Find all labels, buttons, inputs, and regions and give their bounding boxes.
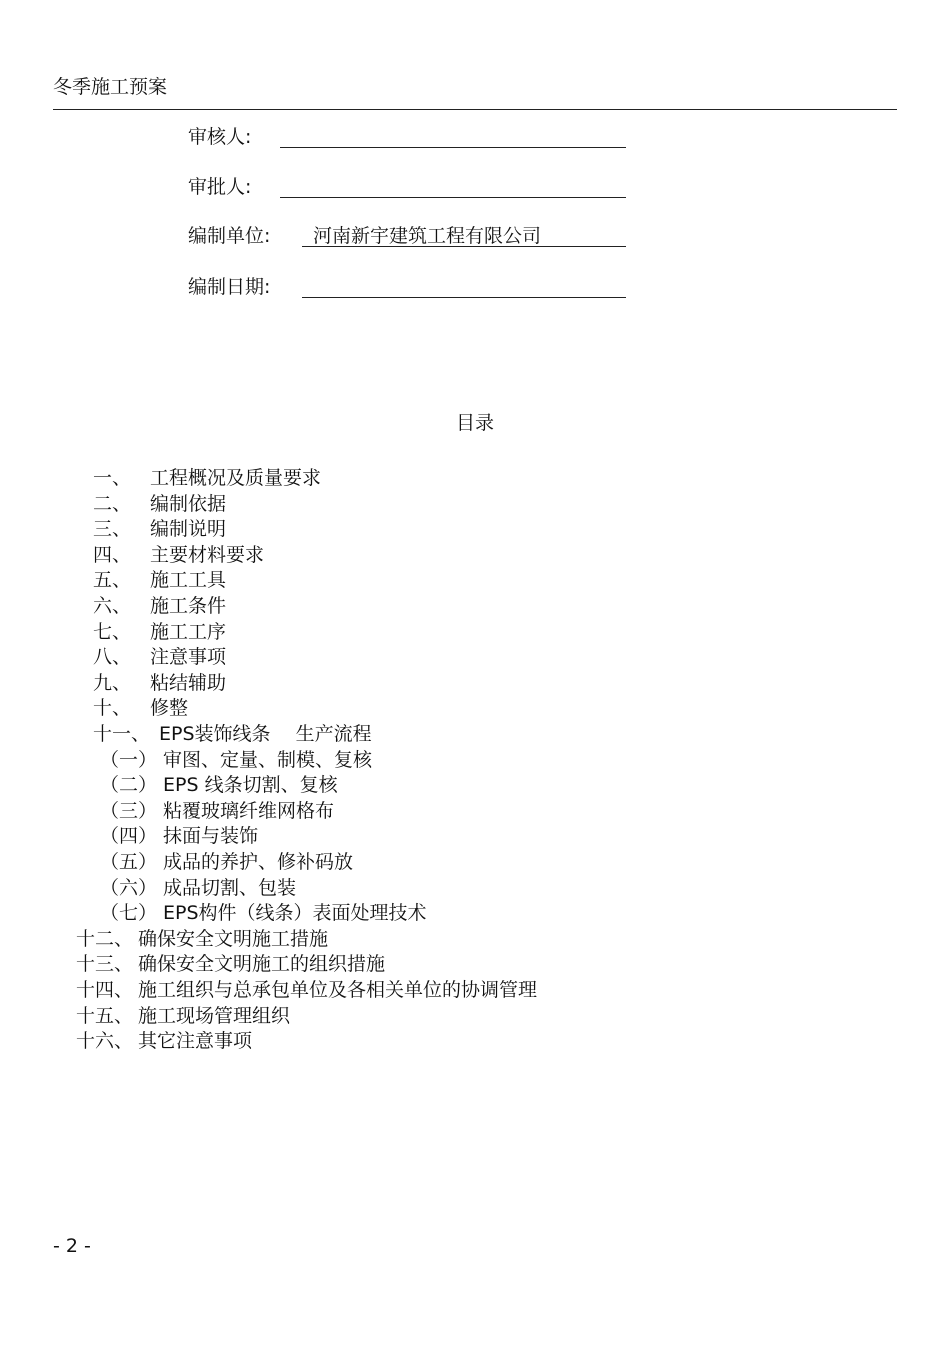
toc-item-number: 七、 — [93, 620, 132, 643]
toc-item-number: 十三、 — [76, 953, 134, 976]
toc-item-number: （一） — [100, 748, 158, 771]
toc-item-text: 施工组织与总承包单位及各相关单位的协调管理 — [138, 979, 538, 1001]
field-label: 编制单位: — [188, 225, 271, 247]
toc-item-text: 施工工序 — [150, 620, 227, 643]
toc-item-number: 九、 — [93, 671, 132, 694]
toc-item-number: 十二、 — [76, 927, 134, 950]
field-underline — [280, 197, 626, 198]
toc-item-number: 十、 — [93, 697, 132, 720]
toc-item-number: 十一、 — [93, 723, 151, 745]
toc-item-number: 四、 — [93, 543, 132, 566]
toc-item-text: EPS 线条切割、复核 — [163, 774, 338, 797]
field-label: 编制日期: — [188, 276, 271, 298]
toc-item-text: 修整 — [150, 697, 189, 720]
toc-item-text: 其它注意事项 — [138, 1030, 253, 1053]
toc-item-number: 十四、 — [76, 979, 134, 1001]
page-number: - 2 - — [53, 1235, 91, 1257]
toc-item-number: （五） — [100, 851, 158, 873]
toc-item-text: 施工现场管理组织 — [138, 1004, 291, 1027]
toc-item-text: 抹面与装饰 — [163, 825, 259, 848]
field-label: 审核人: — [188, 126, 252, 148]
toc-item-text: 编制说明 — [150, 518, 227, 541]
field-underline — [302, 246, 626, 247]
toc-item-number: （二） — [100, 774, 158, 797]
toc-item-number: （六） — [100, 876, 158, 899]
toc-item-text: 成品切割、包装 — [163, 876, 297, 899]
toc-item-text: 粘结辅助 — [150, 671, 227, 694]
header-rule — [53, 109, 897, 110]
field-label: 审批人: — [188, 176, 252, 198]
toc-item-text: 成品的养护、修补码放 — [163, 851, 354, 873]
toc-item-text: 确保安全文明施工措施 — [138, 927, 329, 950]
toc-item-number: （三） — [100, 799, 158, 822]
field-underline — [280, 147, 626, 148]
toc-item-text: 施工条件 — [150, 595, 227, 617]
toc-item-number: 三、 — [93, 518, 132, 541]
toc-item-text: EPS构件（线条）表面处理技术 — [163, 902, 427, 925]
toc-item-text: 确保安全文明施工的组织措施 — [138, 953, 386, 976]
toc-item-text: 主要材料要求 — [150, 543, 265, 566]
toc-item-text: 施工工具 — [150, 569, 227, 592]
toc-item-number: 六、 — [93, 595, 132, 617]
toc-item-number: （四） — [100, 825, 158, 848]
field-underline — [302, 297, 626, 298]
toc-item-text: 工程概况及质量要求 — [150, 467, 322, 489]
toc-item-text: EPS装饰线条 生产流程 — [159, 723, 372, 745]
toc-item-number: 五、 — [93, 569, 132, 592]
toc-item-text: 注意事项 — [150, 646, 227, 669]
toc-item-number: （七） — [100, 902, 158, 925]
toc-item-text: 审图、定量、制模、复核 — [163, 748, 373, 771]
toc-item-number: 一、 — [93, 467, 132, 489]
toc-item-number: 八、 — [93, 646, 132, 669]
toc-item-text: 编制依据 — [150, 492, 227, 515]
toc-item-number: 二、 — [93, 492, 132, 515]
toc-title: 目录 — [455, 412, 494, 434]
toc-item-number: 十六、 — [76, 1030, 134, 1053]
field-value: 河南新宇建筑工程有限公司 — [313, 225, 542, 247]
toc-item-text: 粘覆玻璃纤维网格布 — [163, 799, 335, 822]
header-title: 冬季施工预案 — [53, 76, 168, 98]
toc-item-number: 十五、 — [76, 1004, 134, 1027]
